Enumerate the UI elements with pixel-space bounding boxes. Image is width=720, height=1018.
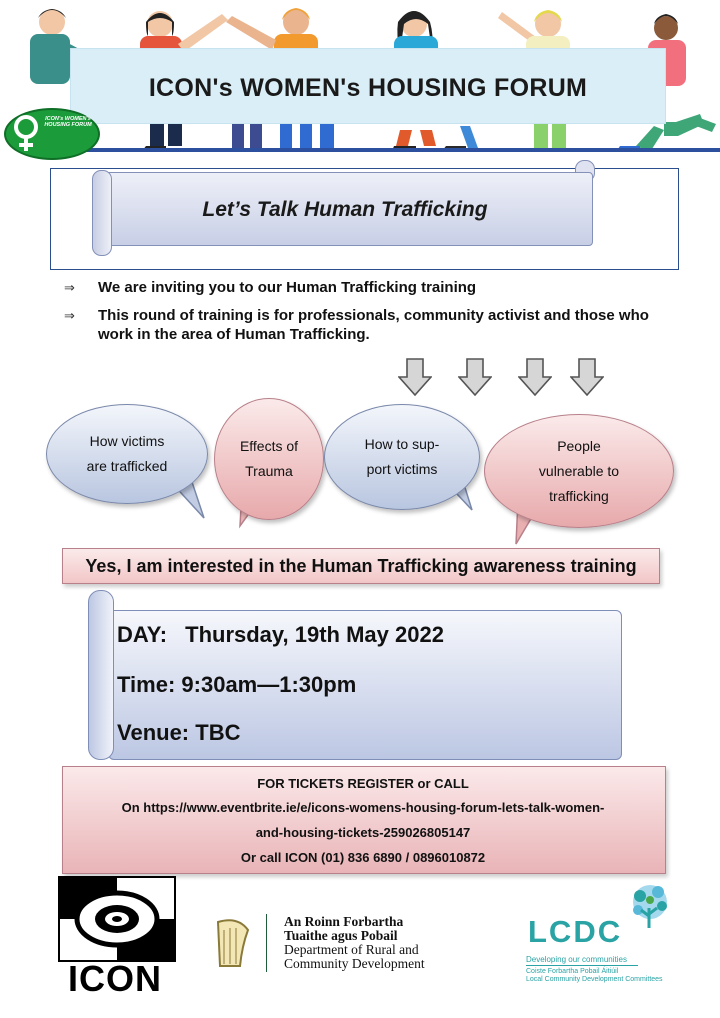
down-arrow-icon (570, 358, 604, 396)
bubble-text: are trafficked (86, 458, 168, 474)
harp-icon (208, 918, 254, 970)
bubble-text: trafficking (549, 487, 609, 504)
bubble-text: How to sup- (364, 436, 440, 452)
topic-bubble (214, 398, 324, 520)
dept-name-english: Community Development (284, 956, 425, 971)
topic-bubble (46, 404, 208, 504)
lcdc-divider (526, 965, 638, 966)
down-arrow-icon (518, 358, 552, 396)
event-day (117, 622, 444, 648)
tickets-heading: FOR TICKETS REGISTER or CALL (257, 776, 469, 791)
bubble-text: vulnerable to (538, 462, 620, 479)
arrow-right-icon: ⇒ (64, 280, 75, 295)
bullet-item (64, 306, 684, 346)
dept-name-irish: Tuaithe agus Pobail (284, 928, 398, 943)
topic-bubble (484, 414, 674, 528)
tickets-phone: Or call ICON (01) 836 6890 / 0896010872 (240, 850, 486, 865)
forum-logo-text: ICON's WOMEN's HOUSING FORUM (44, 116, 92, 128)
interest-banner: Yes, I am interested in the Human Trafficking awareness training (62, 548, 660, 584)
venue-value: TBC (195, 720, 241, 745)
target-icon (60, 878, 174, 960)
day-label: DAY: (117, 622, 168, 647)
dept-name-irish: An Roinn Forbartha (284, 914, 404, 929)
event-time (117, 672, 356, 698)
venue-label: Venue: (117, 720, 190, 745)
bubble-text: How victims (89, 433, 165, 449)
tickets-link[interactable]: On https://www.eventbrite.ie/e/icons-womens-housing-forum-lets-talk-women- (121, 800, 605, 815)
scroll-curl-left (88, 590, 114, 760)
icon-logo-text: ICON (68, 958, 162, 999)
dept-name-english: Department of Rural and (284, 942, 419, 957)
lcdc-logo-text: LCDC (528, 914, 623, 949)
tickets-link[interactable]: and-housing-tickets-259026805147 (255, 825, 471, 840)
bullet-text: This round of training is for professionals, community activist and those who work in the area of Human Trafficking. (98, 307, 649, 343)
event-venue (117, 720, 240, 746)
lcdc-tagline: Developing our communities (526, 955, 627, 964)
topic-bubble (324, 404, 480, 510)
icon-logo (58, 876, 176, 962)
forum-title: ICON's WOMEN's HOUSING FORUM (148, 74, 588, 102)
forum-logo (4, 108, 100, 160)
bubble-text: Effects of (239, 438, 299, 454)
tree-icon (620, 882, 680, 932)
day-value: Thursday, 19th May 2022 (185, 622, 444, 647)
scroll-curl-left (92, 170, 112, 256)
down-arrow-icon (458, 358, 492, 396)
event-title: Let’s Talk Human Trafficking (202, 198, 488, 221)
bullet-text: We are inviting you to our Human Trafficking training (98, 279, 477, 296)
bullet-item (64, 278, 684, 298)
lcdc-english-name: Local Community Development Committees (526, 976, 663, 983)
time-value: 9:30am—1:30pm (181, 672, 357, 697)
time-label: Time: (117, 672, 176, 697)
down-arrow-icon (398, 358, 432, 396)
bubble-text: People (557, 437, 601, 454)
header-floor-line (40, 148, 720, 152)
arrow-right-icon: ⇒ (64, 308, 75, 323)
bubble-text: Trauma (245, 463, 293, 479)
lcdc-irish-name: Coiste Forbartha Pobail Áitiúil (526, 968, 619, 975)
bubble-text: port victims (366, 461, 438, 477)
dept-divider (266, 914, 267, 972)
